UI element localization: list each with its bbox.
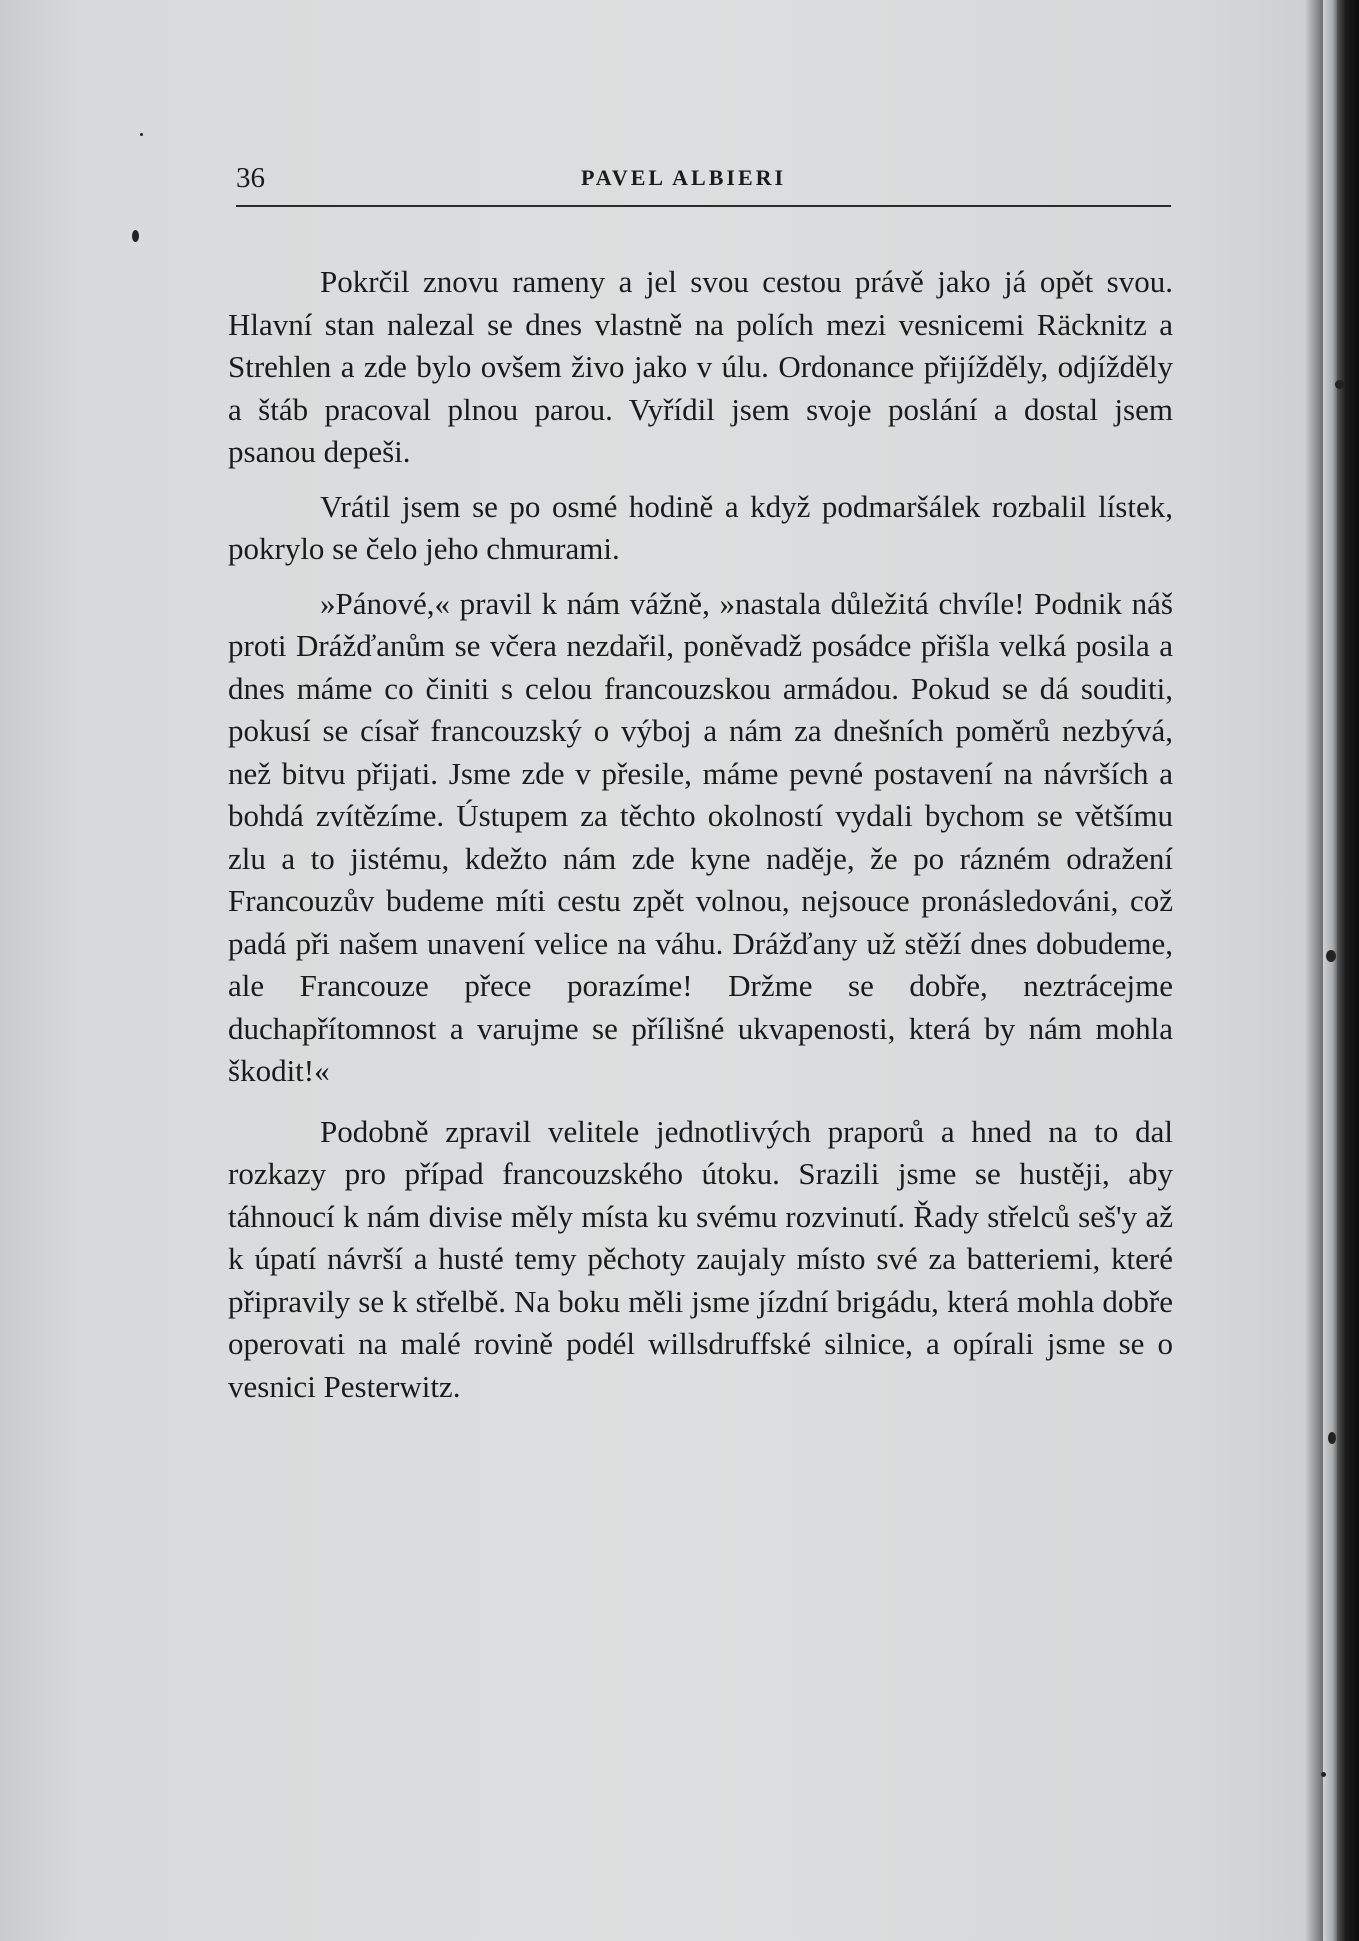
- body-text: [228, 261, 1173, 1408]
- scan-speck: [1335, 380, 1344, 389]
- paragraph: Vrátil jsem se po osmé hodině a když podmaršálek rozbalil lístek, pokrylo se čelo jeho chmurami.: [228, 488, 1173, 566]
- scan-speck: [1328, 1432, 1336, 1444]
- scan-speck: [132, 230, 139, 242]
- scan-speck: [1321, 1772, 1326, 1777]
- running-title: PAVEL ALBIERI: [581, 165, 787, 190]
- scan-speck: [140, 133, 143, 136]
- scan-border: [1337, 0, 1359, 1941]
- page-number: 36: [236, 162, 265, 194]
- paragraph: Podobně zpravil velitele jednotlivých praporů a hned na to dal rozkazy pro případ francouzského útoku. Srazili jsme se hustěji, aby táhnoucí k nám divise měly místa ku svému rozvinutí. Řady střelců seš'y až k úpatí návrší a husté temy pěchoty zaujaly místo své za batteriemi, které připravily se k střelbě. Na boku měli jsme jízdní brigádu, která mohla dobře operovati na malé rovině podél willsdruffské silnice, a opírali jsme se o vesnici Pesterwitz.: [228, 1113, 1173, 1404]
- header-rule: [236, 205, 1171, 207]
- paragraph: »Pánové,« pravil k nám vážně, »nastala důležitá chvíle! Podnik náš proti Drážďanům se včera nezdařil, poněvadž posádce přišla velká posila a dnes máme co činiti s celou francouzskou armádou. Pokud se dá souditi, pokusí se císař francouzský o výboj a nám za dnešních poměrů nezbývá, než bitvu přijati. Jsme zde v přesile, máme pevné postavení na návrších a bohdá zvítězíme. Ústupem za těchto okolností vydali bychom se většímu zlu a to jistému, kdežto nám zde kyne naděje, že po rázném odražení Francouzův budeme míti cestu zpět volnou, nejsouce pronásledováni, což padá při našem unavení velice na váhu. Drážďany už stěží dnes dobudeme, ale Francouze přece porazíme! Držme se dobře, neztrácejme duchapřítomnost a varujme se přílišné ukvapenosti, která by nám mohla škodit!«: [228, 585, 1173, 1088]
- scan-speck: [1326, 950, 1336, 962]
- running-head: [236, 158, 1171, 198]
- page-edge-shadow: [1323, 0, 1337, 1941]
- paragraph: Pokrčil znovu rameny a jel svou cestou právě jako já opět svou. Hlavní stan nalezal se dnes vlastně na polích mezi vesnicemi Räcknitz a Strehlen a zde bylo ovšem živo jako v úlu. Ordonance přijížděly, odjížděly a štáb pracoval plnou parou. Vyřídil jsem svoje poslání a dostal jsem psanou depeši.: [228, 264, 1173, 469]
